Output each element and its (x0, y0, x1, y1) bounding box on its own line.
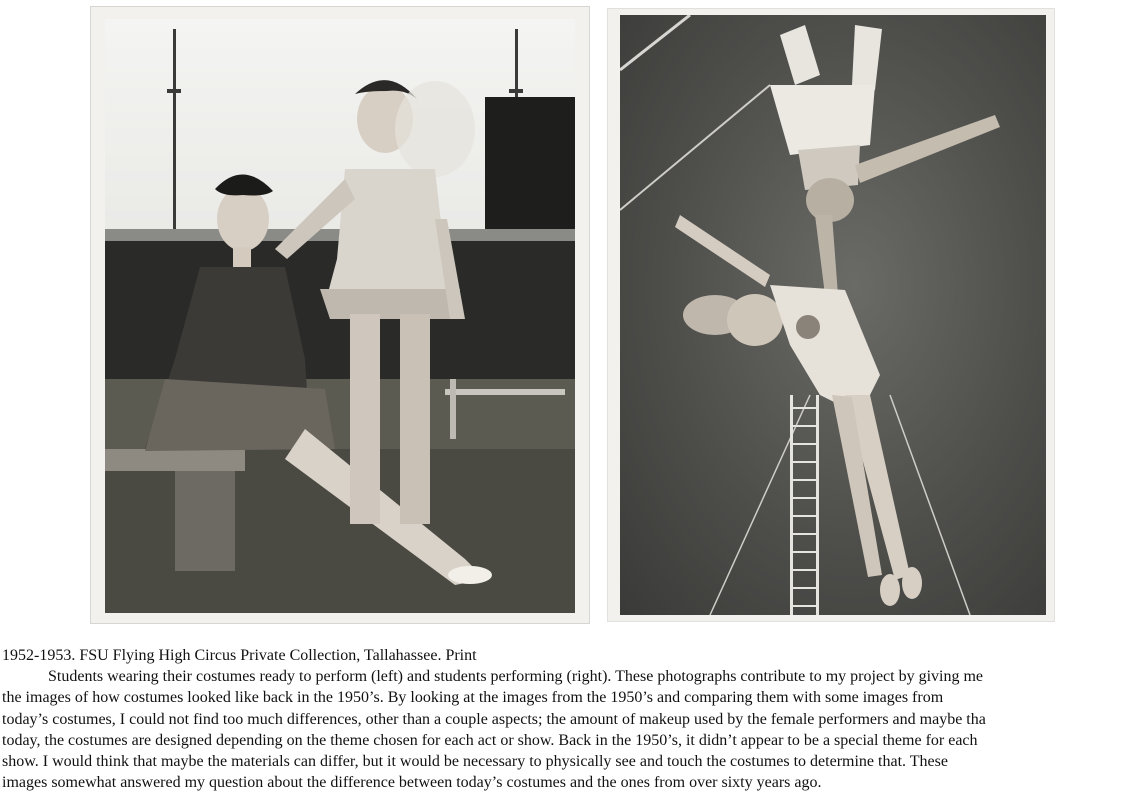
caption (2, 645, 1139, 793)
caption-citation: 1952-1953. FSU Flying High Circus Private Collection, Tallahassee. Print (2, 647, 477, 664)
caption-line: today, the costumes are designed depending on the theme chosen for each act or show. Back in the 1950’s, it didn’t appear to be a special theme for each (2, 731, 978, 749)
right-photo (620, 15, 1046, 615)
left-photo-illustration (105, 19, 575, 613)
caption-line: images somewhat answered my question about the difference between today’s costumes and the ones from over sixty years ago. (2, 774, 822, 792)
left-photo-frame (90, 6, 590, 624)
caption-line: Students wearing their costumes ready to perform (left) and students performing (right). These photographs contribute to my project by giving me (48, 668, 984, 686)
right-photo-illustration (620, 15, 1046, 615)
caption-line: the images of how costumes looked like back in the 1950’s. By looking at the images from the 1950’s and comparing them with some images from (2, 689, 944, 707)
left-photo (105, 19, 575, 613)
right-photo-frame (607, 8, 1055, 622)
caption-line: today’s costumes, I could not find too much differences, other than a couple aspects; the amount of makeup used by the female performers and maybe tha (2, 710, 986, 728)
caption-line: show. I would think that maybe the materials can differ, but it would be necessary to physically see and touch the costumes to determine that. These (2, 753, 948, 771)
